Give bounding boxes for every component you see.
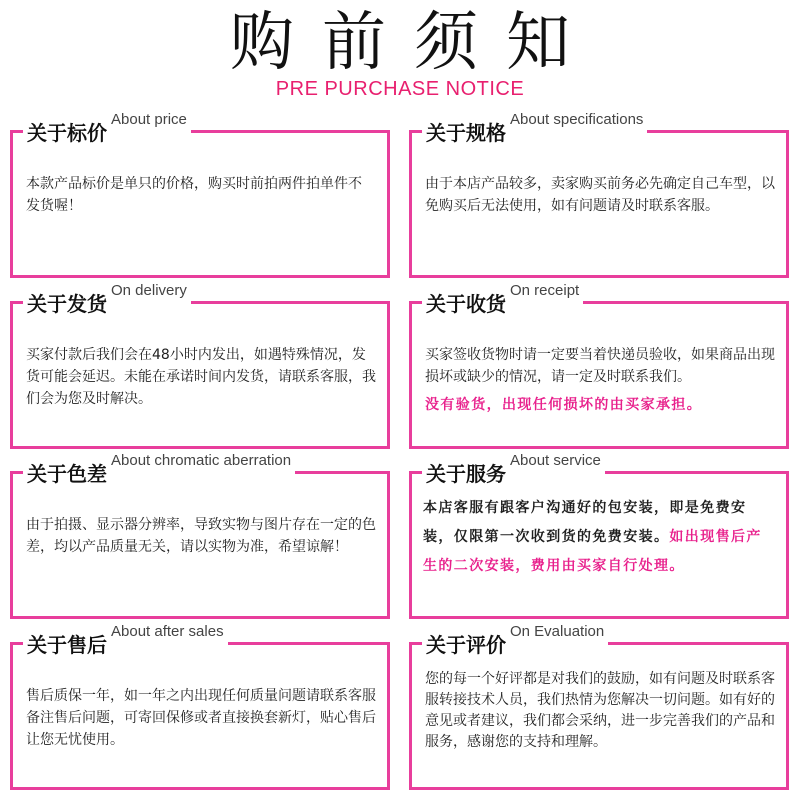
- card-title: 关于服务: [426, 462, 506, 486]
- card-text-main: 买家签收货物时请一定要当着快递员验收，如果商品出现损坏或缺少的情况，请一定及时联系我们。: [425, 347, 775, 385]
- card-subtitle: About service: [510, 452, 601, 469]
- card-title: 关于发货: [27, 292, 107, 316]
- card-text: 由于拍摄、显示器分辨率，导致实物与图片存在一定的色差，均以产品质量无关，请以实物为准，希望谅解！: [26, 517, 376, 555]
- card-heading: [422, 282, 583, 317]
- notice-card-specifications: [409, 111, 789, 278]
- notice-card-delivery: [10, 282, 390, 449]
- card-text: 售后质保一年，如一年之内出现任何质量问题请联系客服备注售后问题，可寄回保修或者直接换套新灯，贴心售后让您无忧使用。: [26, 688, 376, 748]
- card-title: 关于收货: [426, 292, 506, 316]
- card-heading: [23, 111, 191, 146]
- card-heading: [422, 111, 647, 146]
- notice-card-evaluation: [409, 623, 789, 790]
- card-heading: [23, 623, 228, 658]
- notice-card-chromatic-aberration: [10, 452, 390, 619]
- card-subtitle: On receipt: [510, 282, 580, 299]
- card-text: 您的每一个好评都是对我们的鼓励，如有问题及时联系客服转接技术人员，我们热情为您解决一切问题。如有好的意见或者建议，我们都会采纳，进一步完善我们的产品和服务，感谢您的支持和理解。: [425, 671, 775, 750]
- card-heading: [422, 623, 608, 658]
- card-heading: [23, 452, 295, 487]
- card-heading: [422, 452, 605, 487]
- card-subtitle: About chromatic aberration: [111, 452, 292, 469]
- card-title: 关于色差: [27, 462, 107, 486]
- card-title: 关于评价: [426, 633, 506, 657]
- card-text: [423, 494, 776, 581]
- card-text-main: 本店客服有跟客户沟通好的包安装，即是免费安装，仅限第一次收到货的免费安装。: [423, 500, 747, 545]
- notice-card-price: [10, 111, 390, 278]
- card-warning-text: 没有验货，出现任何损坏的由买家承担。: [425, 397, 703, 413]
- notice-card-after-sales: [10, 623, 390, 790]
- card-title: 关于标价: [27, 121, 107, 145]
- card-heading: [23, 282, 191, 317]
- card-subtitle: About specifications: [510, 111, 644, 128]
- notice-card-receipt: [409, 282, 789, 449]
- page-title: 购前须知: [230, 6, 598, 80]
- page-subtitle: PRE PURCHASE NOTICE: [275, 78, 525, 100]
- card-text: 由于本店产品较多，卖家购买前务必先确定自己车型，以免购买后无法使用，如有问题请及时联系客服。: [425, 176, 775, 214]
- card-title: 关于售后: [27, 633, 107, 657]
- notice-card-service: [409, 452, 789, 619]
- card-warning-text: 如出现售后产生的二次安装，费用由买家自行处理。: [423, 529, 762, 574]
- card-subtitle: On delivery: [111, 282, 187, 299]
- card-subtitle: On Evaluation: [510, 623, 605, 640]
- card-text: 买家付款后我们会在48小时内发出，如遇特殊情况，发货可能会延迟。未能在承诺时间内发货，请联系客服，我们会为您及时解决。: [26, 347, 376, 407]
- card-title: 关于规格: [426, 121, 506, 145]
- card-text: 本款产品标价是单只的价格，购买时前拍两件拍单件不发货喔！: [26, 176, 362, 214]
- card-subtitle: About after sales: [111, 623, 224, 640]
- card-subtitle: About price: [111, 111, 187, 128]
- card-text: [425, 344, 776, 416]
